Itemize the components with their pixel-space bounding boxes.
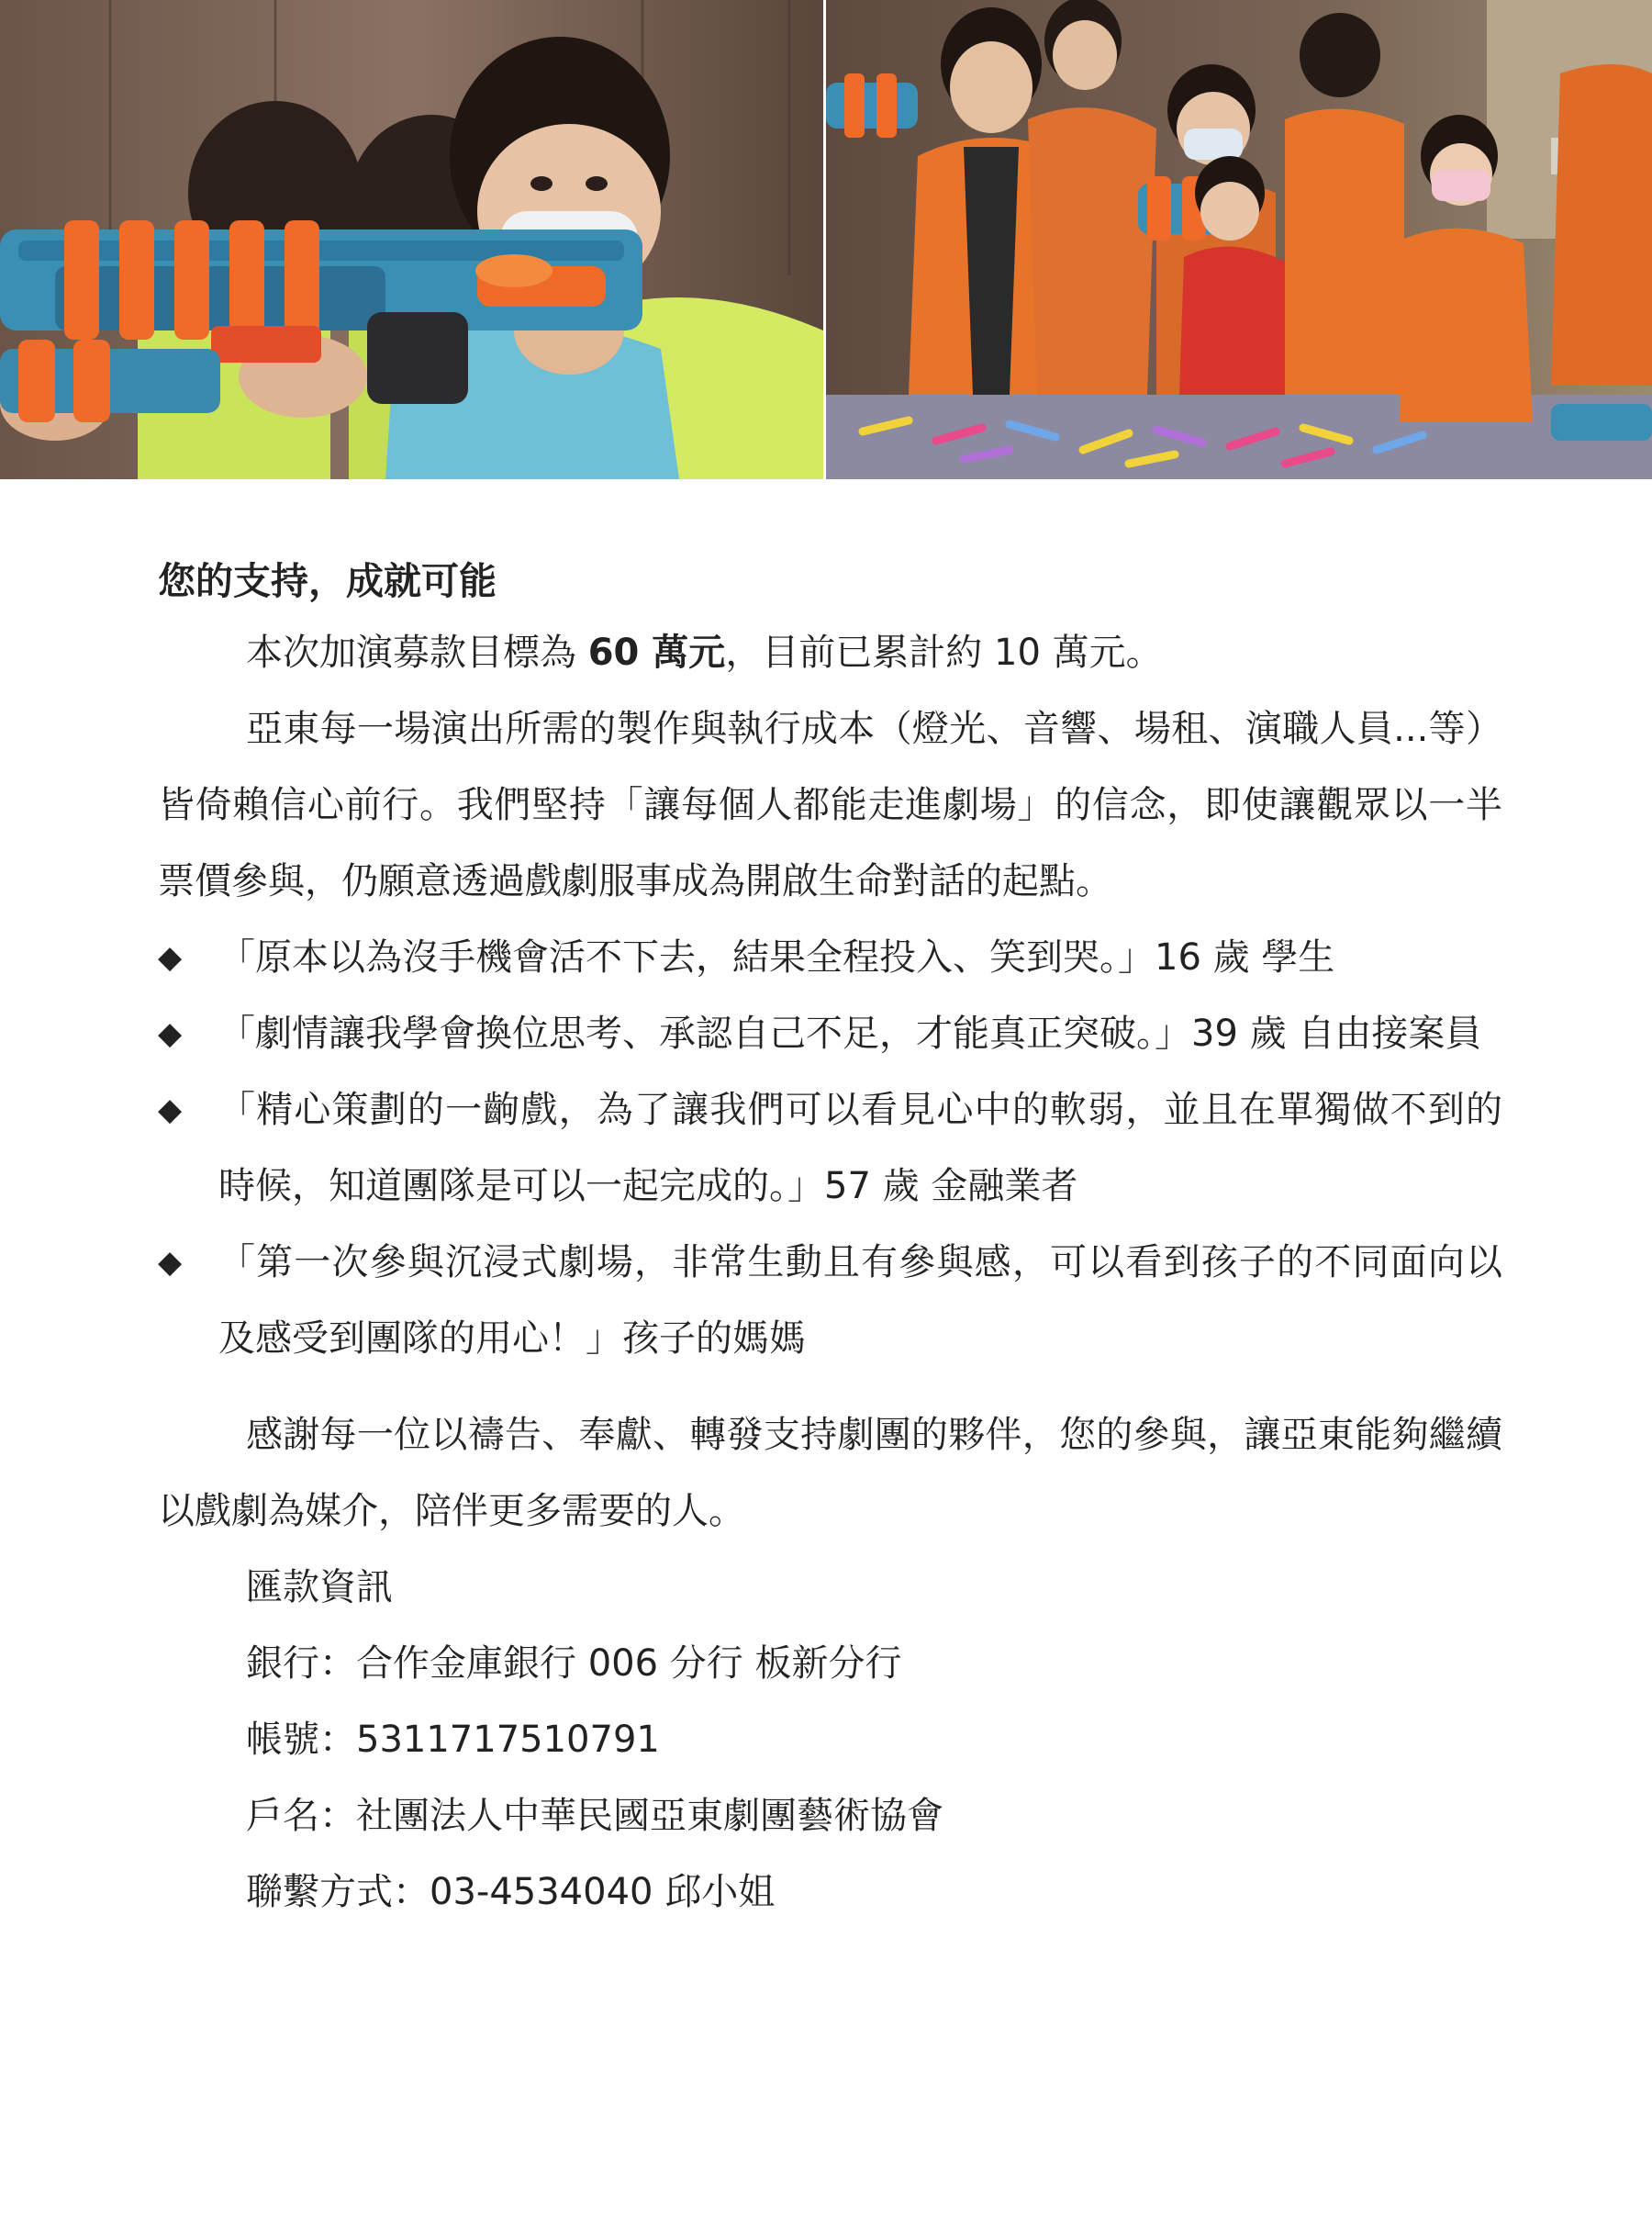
section-heading: 您的支持，成就可能 (158, 559, 497, 603)
testimonial-item (158, 920, 1502, 996)
goal-text-before: 本次加演募款目標為 (246, 632, 588, 674)
article-body (158, 549, 1502, 1931)
remittance-title: 匯款資訊 (246, 1566, 393, 1608)
bank-name: 銀行：合作金庫銀行 006 分行 板新分行 (246, 1642, 902, 1685)
fundraising-goal-paragraph (158, 615, 1502, 691)
team-orange-vest-illustration (826, 0, 1652, 479)
contact-info: 聯繫方式：03-4534040 邱小姐 (246, 1871, 776, 1913)
testimonial-text: 「第一次參與沉浸式劇場，非常生動且有參與感，可以看到孩子的不同面向以及感受到團隊的用心！」孩子的媽媽 (218, 1241, 1502, 1360)
photo-strip (0, 0, 1652, 479)
diamond-bullet-icon: ◆ (158, 1244, 183, 1281)
children-blaster-illustration (0, 0, 823, 479)
testimonial-item (158, 996, 1502, 1072)
remittance-info (158, 1550, 1502, 1931)
testimonial-text: 「原本以為沒手機會活不下去，結果全程投入、笑到哭。」16 歲 學生 (218, 936, 1335, 979)
goal-amount: 60 萬元 (587, 632, 726, 674)
photo-team-in-orange-vests (826, 0, 1652, 479)
account-holder: 戶名：社團法人中華民國亞東劇團藝術協會 (246, 1795, 943, 1837)
testimonial-text: 「劇情讓我學會換位思考、承認自己不足，才能真正突破。」39 歲 自由接案員 (218, 1013, 1482, 1055)
testimonial-item (158, 1225, 1502, 1377)
testimonial-list (158, 920, 1502, 1377)
production-cost-paragraph: 亞東每一場演出所需的製作與執行成本（燈光、音響、場租、演職人員...等）皆倚賴信心前行。我們堅持「讓每個人都能走進劇場」的信念，即使讓觀眾以一半票價參與，仍願意透過戲劇服事成為開啟生命對話的起點。 (158, 708, 1502, 902)
testimonial-item (158, 1072, 1502, 1225)
photo-children-with-blasters (0, 0, 823, 479)
testimonial-text: 「精心策劃的一齣戲，為了讓我們可以看見心中的軟弱，並且在單獨做不到的時候，知道團隊是可以一起完成的。」57 歲 金融業者 (218, 1089, 1502, 1207)
account-number: 帳號：5311717510791 (246, 1719, 660, 1761)
goal-text-after: ，目前已累計約 10 萬元。 (725, 632, 1163, 674)
diamond-bullet-icon: ◆ (158, 939, 183, 976)
diamond-bullet-icon: ◆ (158, 1092, 183, 1128)
thanks-paragraph: 感謝每一位以禱告、奉獻、轉發支持劇團的夥伴，您的參與，讓亞東能夠繼續以戲劇為媒介，陪伴更多需要的人。 (158, 1414, 1502, 1532)
diamond-bullet-icon: ◆ (158, 1015, 183, 1052)
